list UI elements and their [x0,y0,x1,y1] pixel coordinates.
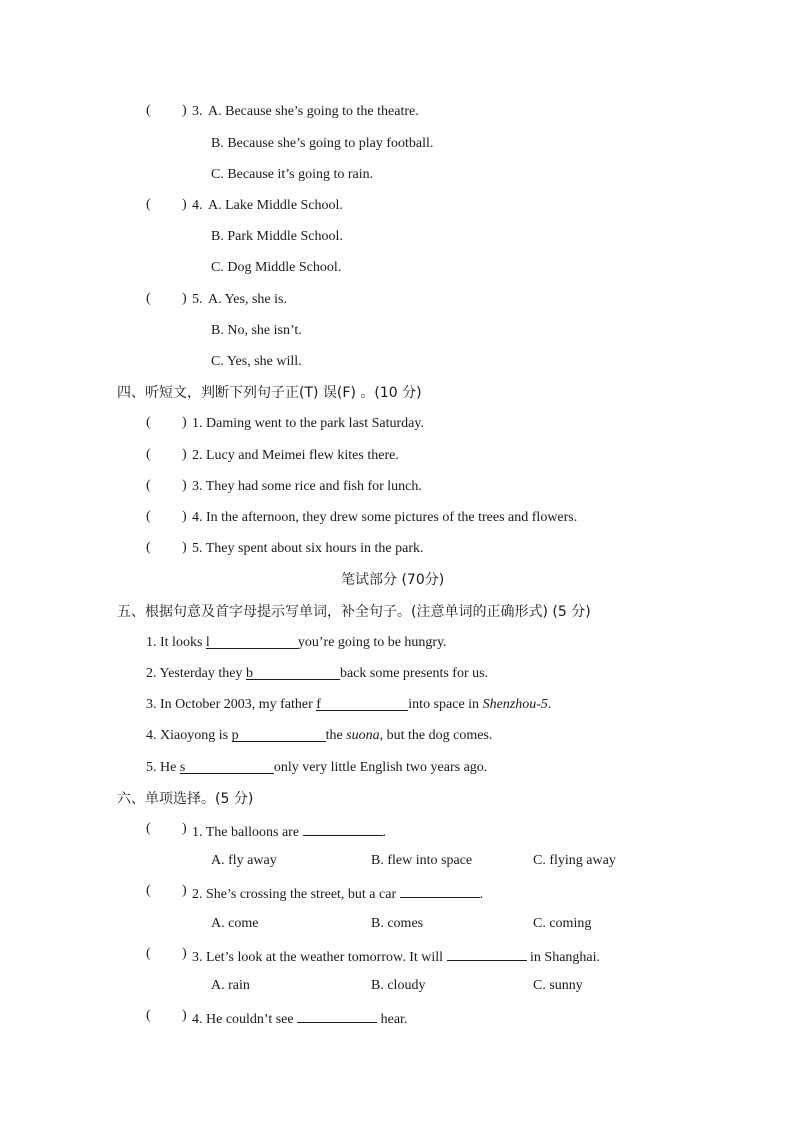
answer-paren-close: ) [182,103,187,118]
answer-paren-close: ) [182,821,187,836]
question-number: 3. [192,104,203,119]
option-c: C. Dog Middle School. [211,260,342,275]
fill-in-item [146,634,447,652]
answer-blank[interactable] [447,946,527,961]
answer-paren-close: ) [182,509,187,524]
tf-item: 4. In the afternoon, they drew some pictures of the trees and flowers. [192,510,578,525]
option-b: B. comes [371,916,424,931]
question-number: 5. [192,292,203,307]
fill-in-text: 4. Xiaoyong is [146,728,232,743]
fill-in-text: 5. He [146,760,180,775]
answer-blank[interactable] [316,696,408,711]
answer-paren-close: ) [182,415,187,430]
option-c: C. flying away [533,853,616,868]
answer-blank[interactable] [232,727,326,742]
answer-paren-open: ( [146,883,151,898]
option-b: B. Park Middle School. [211,229,343,244]
fill-in-text: . [547,697,552,712]
question-number: 4. [192,198,203,213]
tf-item: 3. They had some rice and fish for lunch. [192,479,422,494]
initial-letter: f [316,697,321,712]
answer-paren-open: ( [146,103,151,118]
option-b: B. cloudy [371,978,426,993]
question-stem-end: . [382,825,387,840]
answer-paren-close: ) [182,540,187,555]
answer-paren-close: ) [182,197,187,212]
fill-in-text: only very little English two years ago. [273,760,488,775]
answer-paren-open: ( [146,197,151,212]
answer-paren-open: ( [146,447,151,462]
mc-question [192,821,386,842]
answer-paren-open: ( [146,478,151,493]
option-a: A. come [211,916,259,931]
option-c: C. sunny [533,978,583,993]
answer-paren-close: ) [182,291,187,306]
answer-paren-close: ) [182,1008,187,1023]
initial-letter: l [205,635,210,650]
tf-item: 5. They spent about six hours in the park. [192,541,424,556]
written-part-title: 笔试部分 (70分) [341,572,445,588]
answer-blank[interactable] [206,634,298,649]
tf-item: 2. Lucy and Meimei flew kites there. [192,448,399,463]
question-stem-end: . [479,887,484,902]
answer-paren-close: ) [182,883,187,898]
answer-paren-open: ( [146,291,151,306]
fill-in-item [146,759,487,777]
question-stem: 4. He couldn’t see [192,1012,298,1027]
answer-blank[interactable] [297,1008,377,1023]
answer-paren-open: ( [146,540,151,555]
answer-blank[interactable] [180,759,274,774]
initial-letter: p [231,728,239,743]
fill-in-text: , but the dog comes. [379,728,493,743]
question-stem: 3. Let’s look at the weather tomorrow. It will [192,950,447,965]
mc-question [192,883,483,904]
fill-in-text: 1. It looks [146,635,206,650]
fill-in-item [146,727,492,745]
fill-in-text: 3. In October 2003, my father [146,697,317,712]
answer-paren-close: ) [182,447,187,462]
question-stem-end: hear. [377,1012,408,1027]
option-c: C. Yes, she will. [211,354,302,369]
answer-paren-close: ) [182,946,187,961]
section-5-title: 五、根据句意及首字母提示写单词，补全句子。(注意单词的正确形式) (5 分) [117,604,591,620]
fill-in-item [146,665,488,683]
initial-letter: b [245,666,253,681]
fill-in-text: the [325,728,347,743]
fill-in-text: you’re going to be hungry. [297,635,447,650]
option-a: A. fly away [211,853,277,868]
answer-blank[interactable] [400,883,480,898]
mc-question [192,1008,407,1029]
fill-in-item [146,696,551,714]
answer-paren-close: ) [182,478,187,493]
mc-question [192,946,600,967]
answer-blank[interactable] [303,821,383,836]
fill-in-text: into space in [408,697,483,712]
option-b: B. flew into space [371,853,473,868]
question-stem: 1. The balloons are [192,825,303,840]
fill-in-text: 2. Yesterday they [146,666,246,681]
option-a: A. Yes, she is. [208,292,287,307]
option-a: A. Lake Middle School. [208,198,343,213]
fill-in-text: back some presents for us. [339,666,489,681]
answer-blank[interactable] [246,665,340,680]
italic-term: Shenzhou-5 [482,697,548,712]
question-stem: 2. She’s crossing the street, but a car [192,887,400,902]
option-b: B. No, she isn’t. [211,323,302,338]
option-c: C. coming [533,916,592,931]
initial-letter: s [179,760,186,775]
section-4-title: 四、听短文，判断下列句子正(T) 误(F) 。(10 分) [117,385,422,401]
italic-term: suona [346,728,380,743]
answer-paren-open: ( [146,946,151,961]
option-a: A. rain [211,978,250,993]
answer-paren-open: ( [146,1008,151,1023]
answer-paren-open: ( [146,821,151,836]
option-a: A. Because she’s going to the theatre. [208,104,419,119]
tf-item: 1. Daming went to the park last Saturday. [192,416,424,431]
section-6-title: 六、单项选择。(5 分) [117,791,254,807]
question-stem-end: in Shanghai. [526,950,601,965]
option-b: B. Because she’s going to play football. [211,136,434,151]
answer-paren-open: ( [146,509,151,524]
option-c: C. Because it’s going to rain. [211,167,374,182]
answer-paren-open: ( [146,415,151,430]
